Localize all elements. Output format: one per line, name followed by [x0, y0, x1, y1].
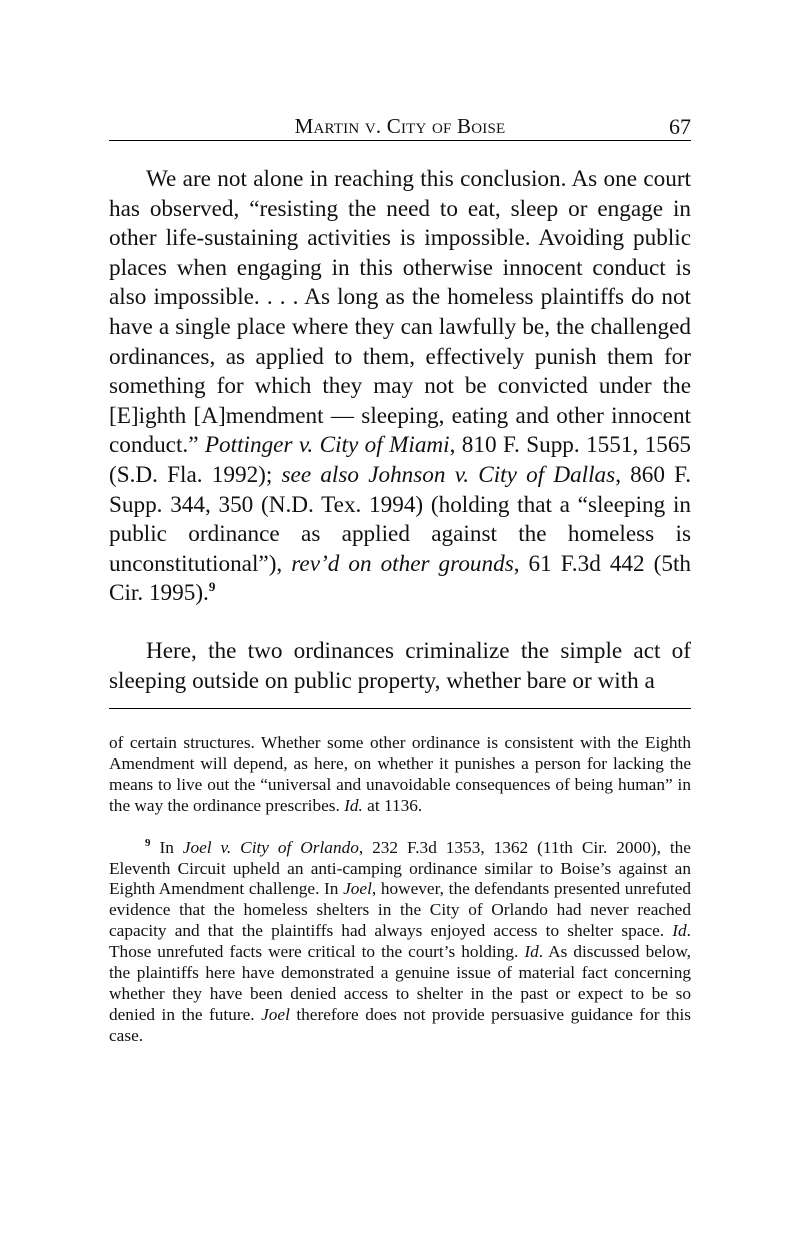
footnote-divider — [109, 708, 691, 709]
footnote-reference-9: 9 — [208, 579, 216, 595]
footnotes — [109, 733, 691, 1047]
text-run — [359, 462, 368, 488]
text-run: , 61 F.3d 442 (5th Cir. 1995). — [109, 550, 691, 607]
footnote-9 — [109, 838, 691, 1047]
case-citation-pottinger: Pottinger v. City of Miami — [204, 432, 450, 459]
text-run: , 860 F. Supp. 344, 350 (N.D. Tex. 1994) (holding that a “sleeping in public ordinance as applied against the homeless is unconstitutional”), — [109, 461, 692, 577]
case-short-name: Joel — [261, 1004, 290, 1024]
subsequent-history: rev’d on other grounds — [291, 550, 514, 577]
id-citation: Id — [524, 942, 539, 962]
text-run: therefore does not provide persuasive guidance for this case. — [109, 1004, 691, 1045]
page-title: Martin v. City of Boise — [294, 114, 506, 138]
text-run: , however, the defendants presented unrefuted evidence that the homeless shelters in the City of Orlando had never reached capacity and that the plaintiffs had always enjoyed access to shelter space. — [109, 879, 691, 941]
text-run: We are not alone in reaching this conclusion. As one court has observed, “resisting the need to eat, sleep or engage in other life-sustaining activities is impossible. Avoiding public places when engaging in this otherwise innocent conduct is also impossible. . . . As long as the homeless plaintiffs do not have a single place where they can lawfully be, the challenged ordinances, as applied to them, effectively punish them for something for which they may not be convicted under the [E]ighth [A]mendment — sleeping, eating and other innocent conduct.” — [109, 166, 691, 459]
footnote-continuation — [109, 733, 691, 817]
case-short-name: Joel — [343, 879, 372, 899]
body-paragraph-2: Here, the two ordinances criminalize the simple act of sleeping outside on public property, whether bare or with a — [109, 637, 691, 694]
text-run: of certain structures. Whether some other ordinance is consistent with the Eighth Amendment will depend, as here, on whether it punishes a person for lacking the means to live out the “universal and unavoidable consequences of being human” in the way the ordinance prescribes. — [109, 733, 691, 815]
text-run: , 232 F.3d 1353, 1362 (11th Cir. 2000), the Eleventh Circuit upheld an anti-camping ordinance similar to Boise’s against an Eighth Amendment challenge. In — [109, 837, 691, 899]
text-run: In — [150, 837, 183, 857]
text-run: . Those unrefuted facts were critical to the court’s holding. — [109, 921, 691, 962]
running-header — [109, 112, 691, 141]
body-paragraph-1 — [109, 165, 691, 609]
footnote-number: 9 — [145, 836, 151, 849]
id-citation: Id. — [344, 795, 363, 815]
case-citation-joel: Joel v. City of Orlando — [182, 837, 359, 857]
text-run: . As discussed below, the plaintiffs here have demonstrated a genuine issue of material fact concerning whether they have been denied access to shelter in the past or expect to be so denied in the future. — [109, 942, 691, 1024]
text-run: at 1136. — [362, 795, 423, 815]
text-run: , 810 F. Supp. 1551, 1565 (S.D. Fla. 1992); — [109, 432, 692, 488]
citation-signal: see also — [281, 461, 359, 488]
page-number: 67 — [669, 114, 691, 139]
id-citation: Id — [672, 921, 687, 941]
case-citation-johnson: Johnson v. City of Dallas — [368, 461, 616, 488]
main-text — [109, 165, 691, 696]
